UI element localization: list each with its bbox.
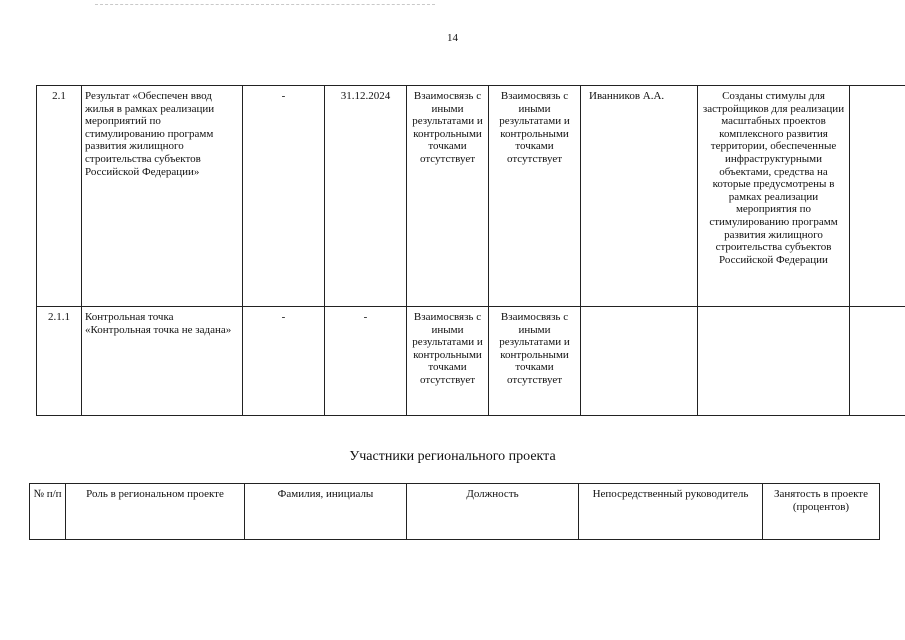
section-title: Участники регионального проекта bbox=[349, 449, 556, 464]
header-role: Роль в региональном проекте bbox=[66, 484, 245, 540]
header-number: № п/п bbox=[30, 484, 66, 540]
row-number: 2.1.1 bbox=[37, 307, 82, 416]
result-description bbox=[698, 307, 850, 416]
table-row bbox=[37, 307, 905, 416]
deadline-date: 31.12.2024 bbox=[325, 86, 407, 307]
header-name: Фамилия, инициалы bbox=[245, 484, 407, 540]
deadline-date: - bbox=[325, 307, 407, 416]
participants-table bbox=[29, 483, 880, 540]
results-table bbox=[36, 85, 905, 416]
base-value: - bbox=[243, 307, 325, 416]
header-position: Должность bbox=[407, 484, 579, 540]
header-manager: Непосредственный руководитель bbox=[579, 484, 763, 540]
responsible-person: Иванников А.А. bbox=[581, 86, 698, 307]
result-name: Контрольная точка «Контрольная точка не задана» bbox=[82, 307, 243, 416]
empty-cell bbox=[850, 86, 905, 307]
result-description: Созданы стимулы для застройщиков для реализации масштабных проектов комплексного развития территории, обеспеченные инфраструктурными объектами, средства на которые предусмотрены в рамках реализации мероприятия по стимулированию программ развития жилищного строительства субъектов Российской Федерации bbox=[698, 86, 850, 307]
empty-cell bbox=[850, 307, 905, 416]
top-divider-line bbox=[95, 4, 435, 5]
page-number: 14 bbox=[447, 32, 458, 44]
header-row bbox=[30, 484, 880, 540]
successor-relation: Взаимосвязь с иными результатами и контрольными точками отсутствует bbox=[489, 307, 581, 416]
result-name: Результат «Обеспечен ввод жилья в рамках реализации мероприятий по стимулированию программ развития жилищного строительства субъектов Российской Федерации» bbox=[82, 86, 243, 307]
row-number: 2.1 bbox=[37, 86, 82, 307]
successor-relation: Взаимосвязь с иными результатами и контрольными точками отсутствует bbox=[489, 86, 581, 307]
header-employment: Занятость в проекте (процентов) bbox=[763, 484, 880, 540]
base-value: - bbox=[243, 86, 325, 307]
responsible-person bbox=[581, 307, 698, 416]
predecessor-relation: Взаимосвязь с иными результатами и контрольными точками отсутствует bbox=[407, 86, 489, 307]
predecessor-relation: Взаимосвязь с иными результатами и контрольными точками отсутствует bbox=[407, 307, 489, 416]
table-row bbox=[37, 86, 905, 307]
